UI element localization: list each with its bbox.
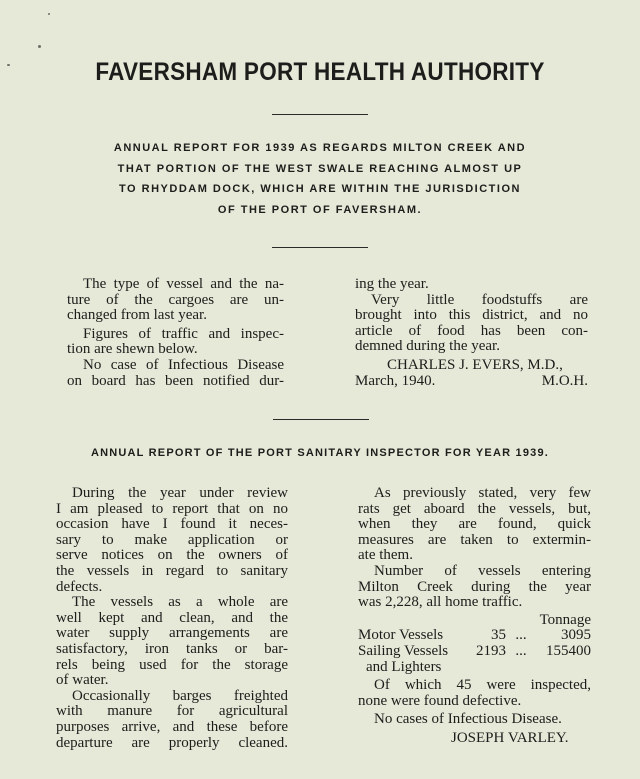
text-line: on board has been notified dur- (67, 372, 284, 389)
text-line: ing the year. (355, 276, 429, 292)
table-continuation: and Lighters (366, 658, 442, 675)
tonnage-table (358, 613, 591, 675)
text-line: was 2,228, all home traffic. (358, 594, 523, 611)
text-line: During the year under review (72, 485, 288, 501)
vessel-type: Sailing Vessels (358, 642, 449, 659)
text-line: tion are shewn below. (67, 341, 198, 358)
text-line: brought into this district, and no (355, 307, 588, 324)
table-row (358, 644, 591, 660)
subtitle-line: ANNUAL REPORT FOR 1939 AS REGARDS MILTON CREEK AND (113, 142, 527, 154)
text-line: No case of Infectious Disease (83, 356, 284, 373)
leader-dots: ... (515, 627, 527, 644)
signatory-role: M.O.H. (541, 372, 588, 389)
vessel-tonnage: 3095 (561, 627, 591, 644)
text-line: Number of vessels entering (374, 562, 591, 579)
text-line: The vessels as a whole are (72, 594, 288, 611)
text-line: No cases of Infectious Disease. (374, 711, 562, 728)
divider (272, 114, 368, 115)
print-speck (48, 13, 50, 15)
text-line: none were found defective. (358, 692, 522, 709)
text-line: serve notices on the owners of (56, 547, 288, 564)
text-line: departure are properly cleaned. (56, 734, 288, 751)
text-line: Very little foodstuffs are (371, 291, 588, 308)
vessel-type: Motor Vessels (358, 627, 444, 644)
print-speck (7, 64, 10, 66)
text-line: water supply arrangements are (56, 625, 288, 642)
text-line: ate them. (358, 547, 413, 564)
text-line: well kept and clean, and the (56, 609, 288, 626)
table-row (358, 628, 591, 644)
text-line: defects. (56, 578, 103, 595)
text-line: satisfactory, iron tanks or bar- (56, 640, 288, 657)
vessel-count: 35 (491, 627, 506, 644)
text-line: with manure for agricultural (56, 703, 288, 720)
inspector-signature: JOSEPH VARLEY. (451, 729, 569, 746)
vessel-tonnage: 155400 (546, 642, 591, 659)
text-line: demned during the year. (355, 338, 500, 355)
tonnage-header: Tonnage (539, 611, 591, 628)
text-line: purposes arrive, and these before (56, 718, 288, 735)
leader-dots: ... (515, 642, 527, 659)
vessel-count: 2193 (476, 642, 506, 659)
moh-date-role-row (355, 374, 588, 390)
document-title: FAVERSHAM PORT HEALTH AUTHORITY (95, 58, 545, 86)
text-line: sary to make application or (56, 531, 288, 548)
text-line: rels being used for the storage (56, 656, 288, 673)
moh-signature: CHARLES J. EVERS, M.D., (387, 356, 563, 373)
text-line: ture of the cargoes are un- (67, 291, 284, 308)
text-line: of water. (56, 672, 109, 689)
text-line: changed from last year. (67, 307, 207, 324)
text-line: measures are taken to extermin- (358, 531, 591, 548)
text-line: article of food has been con- (355, 322, 588, 339)
text-line: I am pleased to report that on no (56, 500, 288, 517)
text-line: Milton Creek during the year (358, 578, 591, 595)
moh-report-right-column (355, 277, 588, 389)
text-line: The type of vessel and the na- (83, 276, 284, 292)
text-line: the vessels in regard to sanitary (56, 562, 288, 579)
inspector-report-right-column (358, 486, 591, 747)
text-line: Figures of traffic and inspec- (83, 325, 284, 342)
text-line: Occasionally barges freighted (72, 687, 288, 704)
inspector-report-heading: ANNUAL REPORT OF THE PORT SANITARY INSPECTOR FOR YEAR 1939. (90, 447, 550, 459)
report-subtitle (80, 138, 560, 220)
divider (272, 247, 368, 248)
text-line: when they are found, quick (358, 516, 591, 533)
print-speck (38, 45, 41, 48)
moh-report-left-column (67, 277, 284, 389)
subtitle-line: THAT PORTION OF THE WEST SWALE REACHING ALMOST UP (117, 162, 523, 175)
text-line: occasion have I found it neces- (56, 516, 288, 533)
inspector-report-left-column (56, 486, 288, 751)
text-line: rats get aboard the vessels, but, (358, 500, 591, 517)
report-date: March, 1940. (355, 372, 436, 389)
divider (273, 419, 369, 420)
subtitle-line: TO RHYDDAM DOCK, WHICH ARE WITHIN THE JURISDICTION (119, 183, 521, 195)
subtitle-line: OF THE PORT OF FAVERSHAM. (217, 203, 423, 216)
text-line: As previously stated, very few (374, 485, 591, 501)
text-line: Of which 45 were inspected, (374, 677, 591, 694)
